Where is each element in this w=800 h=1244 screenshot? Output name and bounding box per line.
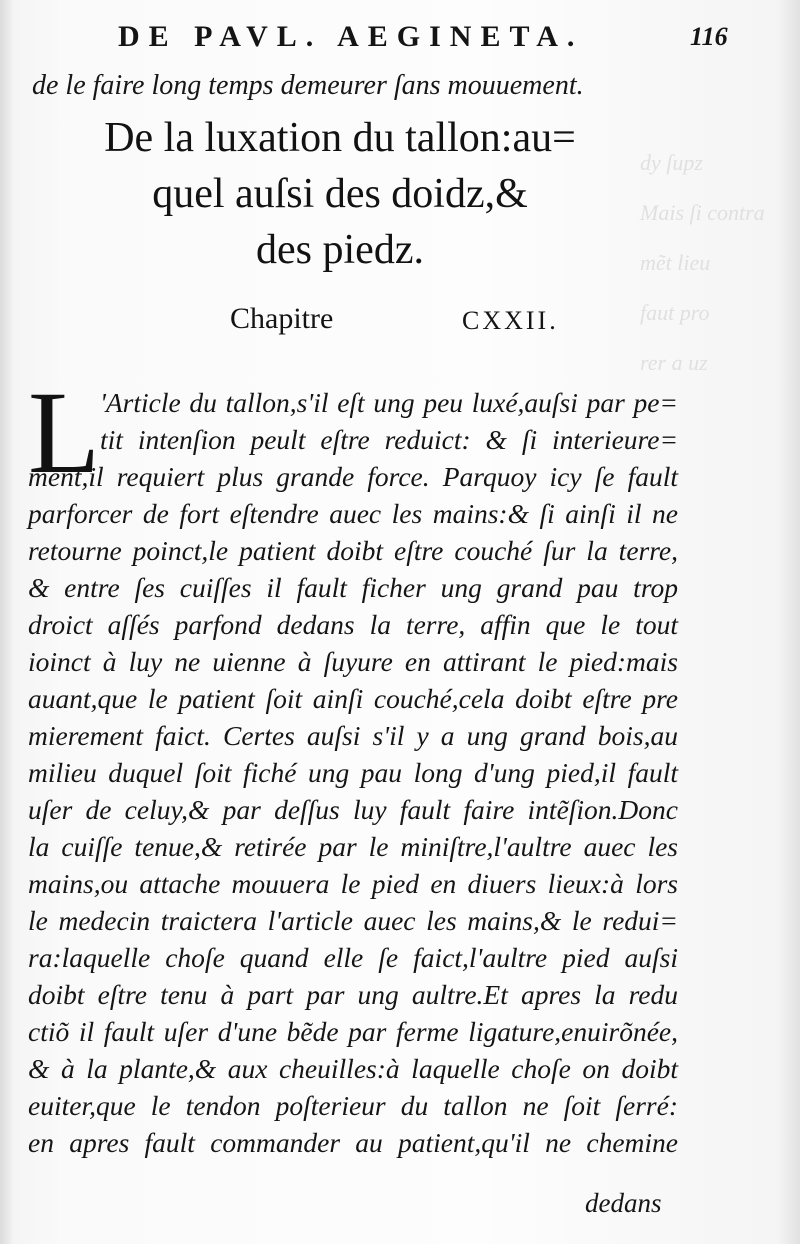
- body-line: 'Article du tallon,s'il eſt ung peu luxé,auſsi par pe=: [100, 387, 678, 418]
- body-line: mierement faict. Certes auſsi s'il y a ung grand bois,au: [28, 720, 678, 751]
- body-line: mains,ou attache mouuera le pied en diuers lieux:à lors: [28, 868, 678, 899]
- carried-over-line: de le faire long temps demeurer ſans mouuement.: [32, 70, 584, 101]
- body-line: ctiõ il fault uſer d'une bẽde par ferme ligature,enuirõnée,: [28, 1016, 678, 1047]
- body-line: la cuiſſe tenue,& retirée par le miniſtre,l'aultre auec les: [28, 831, 678, 862]
- running-head: DE PAVL. AEGINETA.: [118, 20, 584, 53]
- show-through-text: dy ſupz: [640, 150, 703, 175]
- catchword: dedans: [585, 1188, 662, 1218]
- body-line: auant,que le patient ſoit ainſi couché,cela doibt eſtre pre: [28, 683, 678, 714]
- body-line: doibt eſtre tenu à part par ung aultre.Et apres la redu: [28, 979, 678, 1010]
- body-line: retourne poinct,le patient doibt eſtre couché ſur la terre,: [28, 535, 678, 566]
- show-through-text: faut pro: [640, 300, 710, 325]
- chapter-number: CXXII.: [462, 306, 559, 335]
- body-line: en apres fault commander au patient,qu'il ne chemine: [28, 1127, 678, 1158]
- body-line: & à la plante,& aux cheuilles:à laquelle choſe on doibt: [28, 1053, 678, 1084]
- drop-cap: L: [28, 367, 101, 498]
- heading-line: quel auſsi des doidz,&: [152, 171, 528, 217]
- chapter-label: Chapitre: [230, 302, 334, 335]
- body-line: ra:laquelle choſe quand elle ſe faict,l'aultre pied auſsi: [28, 942, 678, 973]
- body-line: euiter,que le tendon poſterieur du tallon ne ſoit ſerré:: [28, 1090, 678, 1121]
- page-edge-shadow: [778, 0, 800, 1244]
- body-line: & entre ſes cuiſſes il fault ficher ung grand pau trop: [28, 572, 678, 603]
- show-through-text: Mais ſi contra: [640, 200, 765, 225]
- body-line: tit intenſion peult eſtre reduict: & ſi interieure=: [100, 424, 678, 455]
- body-line: droict aſſés parfond dedans la terre, affin que le tout: [28, 609, 678, 640]
- show-through-text: mẽt lieu: [640, 250, 711, 275]
- show-through-text: rer a uz: [640, 350, 708, 375]
- heading-line: De la luxation du tallon:au=: [104, 115, 576, 161]
- body-line: ment,il requiert plus grande force. Parquoy icy ſe fault: [28, 461, 678, 492]
- body-line: milieu duquel ſoit fiché ung pau long d'ung pied,il fault: [28, 757, 678, 788]
- heading-line: des piedz.: [256, 227, 424, 273]
- page-number: 116: [690, 22, 728, 51]
- body-line: le medecin traictera l'article auec les mains,& le redui=: [28, 905, 678, 936]
- section-heading: [60, 110, 620, 278]
- body-line: ioinct à luy ne uienne à ſuyure en attirant le pied:mais: [28, 646, 678, 677]
- body-line: parforcer de fort eſtendre auec les mains:& ſi ainſi il ne: [28, 498, 678, 529]
- body-line: uſer de celuy,& par deſſus luy fault faire intẽſion.Donc: [28, 794, 678, 825]
- page-gutter-shadow: [0, 0, 14, 1244]
